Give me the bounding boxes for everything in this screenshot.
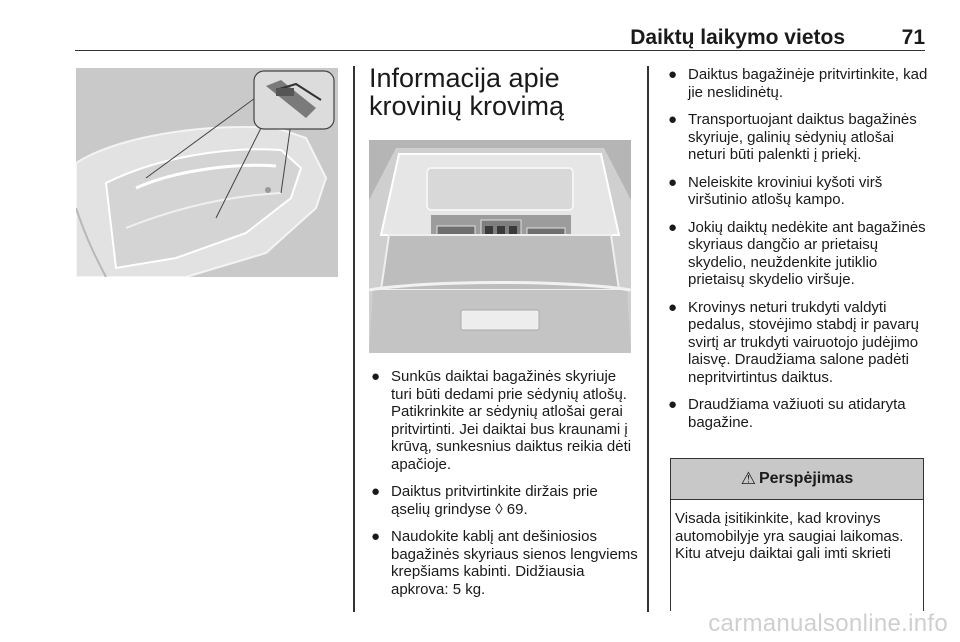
- list-item: ● Draudžiama važiuoti su atidaryta bagažine.: [668, 396, 906, 431]
- watermark: carmanualsonline.info: [708, 610, 948, 637]
- column-divider: [647, 66, 649, 612]
- section-title-line1: Informacija apie: [369, 63, 560, 93]
- list-item: ● Transportuojant daiktus bagažinės skyriuje, galinių sėdynių atlošai neturi būti palenkti į priekį.: [668, 111, 917, 163]
- trunk-illustration: [369, 140, 631, 353]
- list-item: ● Neleiskite kroviniui kyšoti virš viršutinio atlošų kampo.: [668, 173, 883, 208]
- column-divider: [353, 66, 355, 612]
- page-number: 71: [901, 26, 925, 49]
- list-item: ● Jokių daiktų nedėkite ant bagažinės skyriaus dangčio ar prietaisų skydelio, neuždenkite jutiklio prietaisų skydelio viršuje.: [668, 218, 926, 288]
- warning-header: [671, 459, 923, 500]
- section-title: [369, 64, 639, 120]
- warning-icon: ⚠: [740, 469, 756, 488]
- header-title: Daiktų laikymo vietos: [630, 26, 845, 49]
- list-item: ● Krovinys neturi trukdyti valdyti pedalus, stovėjimo stabdį ir pavarų svirtį ar trukdyti vairuotojo judėjimo laisvę. Draudžiama salone padėti nepritvirtintus daiktus.: [668, 298, 919, 386]
- warning-title: Perspėjimas: [758, 470, 854, 487]
- right-bullet-list: [666, 66, 930, 441]
- section-title-line2: krovinių krovimą: [369, 91, 565, 121]
- list-item: ● Naudokite kablį ant dešiniosios bagažinės skyriaus sienos lengviems krepšiams kabinti. Didžiausia apkrova: 5 kg.: [371, 528, 638, 598]
- roof-illustration: [76, 68, 338, 277]
- page-header: [75, 22, 925, 51]
- warning-box: [670, 458, 924, 611]
- list-item: ● Daiktus pritvirtinkite diržais prie ąselių grindyse ◊ 69.: [371, 483, 598, 518]
- list-item: ● Daiktus bagažinėje pritvirtinkite, kad jie neslidinėtų.: [668, 66, 928, 101]
- list-item: ● Sunkūs daiktai bagažinės skyriuje turi būti dedami prie sėdynių atlošų. Patikrinkite ar sėdynių atlošai gerai pritvirtinti. Jei daiktai bus kraunami į krūvą, sunkesnius daiktus reikia dėti apačioje.: [371, 368, 632, 473]
- middle-bullet-list: [369, 368, 639, 608]
- warning-body: Visada įsitikinkite, kad krovinys automobilyje yra saugiai laikomas. Kitu atveju daiktai gali imti skrieti: [675, 510, 904, 562]
